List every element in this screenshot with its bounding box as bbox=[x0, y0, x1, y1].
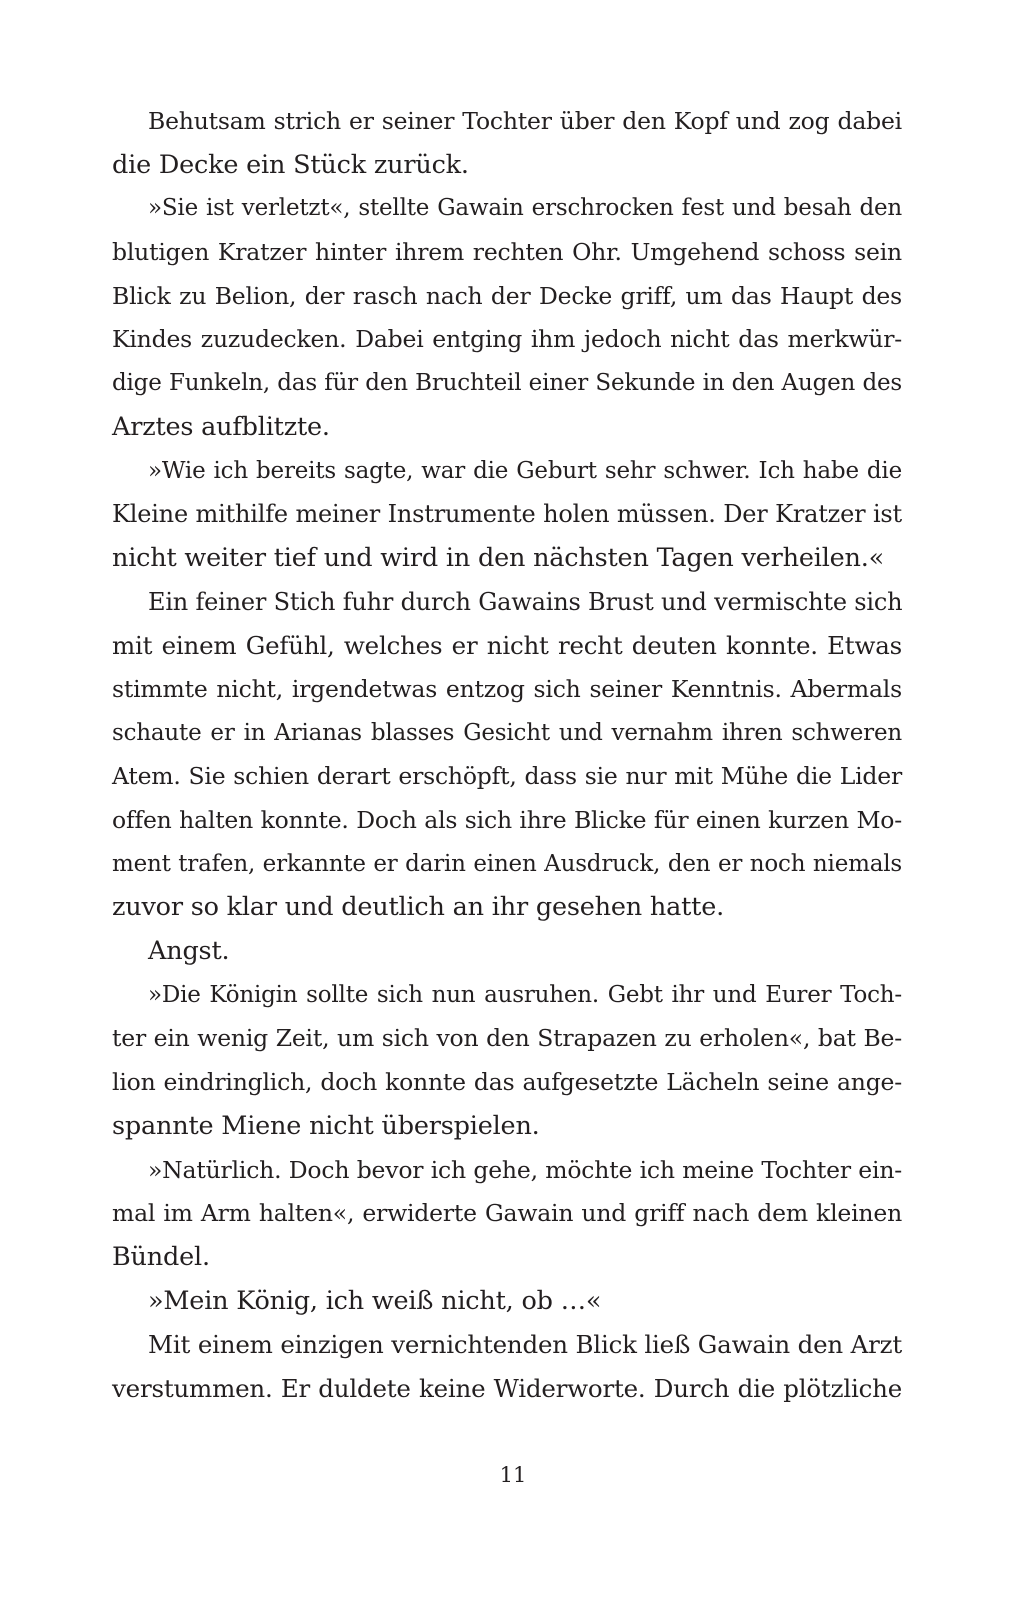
text-line: Behutsam strich er seiner Tochter über den Kopf und zog dabei bbox=[148, 107, 902, 135]
text-line: Kindes zuzudecken. Dabei entging ihm jedoch nicht das merkwür- bbox=[112, 325, 902, 354]
text-line: die Decke ein Stück zurück. bbox=[112, 149, 469, 180]
page-number: 11 bbox=[499, 1463, 527, 1487]
text-line: »Wie ich bereits sagte, war die Geburt sehr schwer. Ich habe die bbox=[148, 457, 902, 484]
text-line: zuvor so klar und deutlich an ihr gesehen hatte. bbox=[112, 892, 724, 923]
text-line: »Natürlich. Doch bevor ich gehe, möchte ich meine Tochter ein- bbox=[148, 1155, 902, 1184]
text-line: »Mein König, ich weiß nicht, ob …« bbox=[148, 1285, 602, 1316]
text-line: nicht weiter tief und wird in den nächsten Tagen verheilen.« bbox=[112, 542, 885, 573]
book-page-text bbox=[112, 100, 902, 1411]
text-line: mit einem Gefühl, welches er nicht recht deuten konnte. Etwas bbox=[112, 631, 902, 661]
text-line: spannte Miene nicht überspielen. bbox=[112, 1110, 540, 1141]
text-line: ment trafen, erkannte er darin einen Ausdruck, den er noch niemals bbox=[112, 850, 902, 877]
text-line: offen halten konnte. Doch als sich ihre Blicke für einen kurzen Mo- bbox=[112, 806, 902, 834]
text-line: mal im Arm halten«, erwiderte Gawain und griff nach dem kleinen bbox=[112, 1199, 902, 1228]
text-line: Atem. Sie schien derart erschöpft, dass sie nur mit Mühe die Lider bbox=[112, 762, 902, 791]
text-line: schaute er in Arianas blasses Gesicht und vernahm ihren schweren bbox=[112, 719, 902, 746]
text-line: ter ein wenig Zeit, um sich von den Strapazen zu erholen«, bat Be- bbox=[112, 1024, 902, 1053]
text-line: »Die Königin sollte sich nun ausruhen. Gebt ihr und Eurer Toch- bbox=[148, 981, 902, 1008]
text-line: Ein feiner Stich fuhr durch Gawains Brust und vermischte sich bbox=[148, 587, 903, 616]
text-line: dige Funkeln, das für den Bruchteil einer Sekunde in den Augen des bbox=[112, 370, 902, 397]
text-line: Mit einem einzigen vernichtenden Blick ließ Gawain den Arzt bbox=[148, 1330, 902, 1360]
text-line: Kleine mithilfe meiner Instrumente holen müssen. Der Kratzer ist bbox=[112, 500, 902, 529]
text-line: stimmte nicht, irgendetwas entzog sich seiner Kenntnis. Abermals bbox=[112, 674, 902, 703]
text-line: Arztes aufblitzte. bbox=[112, 411, 330, 442]
text-line: verstummen. Er duldete keine Widerworte. Durch die plötzliche bbox=[112, 1373, 902, 1403]
text-line: Blick zu Belion, der rasch nach der Decke griff, um das Haupt des bbox=[112, 281, 902, 310]
text-line: »Sie ist verletzt«, stellte Gawain erschrocken fest und besah den bbox=[148, 195, 902, 222]
text-line: lion eindringlich, doch konnte das aufgesetzte Lächeln seine ange- bbox=[112, 1068, 902, 1097]
text-line: Angst. bbox=[148, 936, 230, 967]
text-line: blutigen Kratzer hinter ihrem rechten Ohr. Umgehend schoss sein bbox=[112, 238, 902, 267]
text-line: Bündel. bbox=[112, 1241, 210, 1272]
